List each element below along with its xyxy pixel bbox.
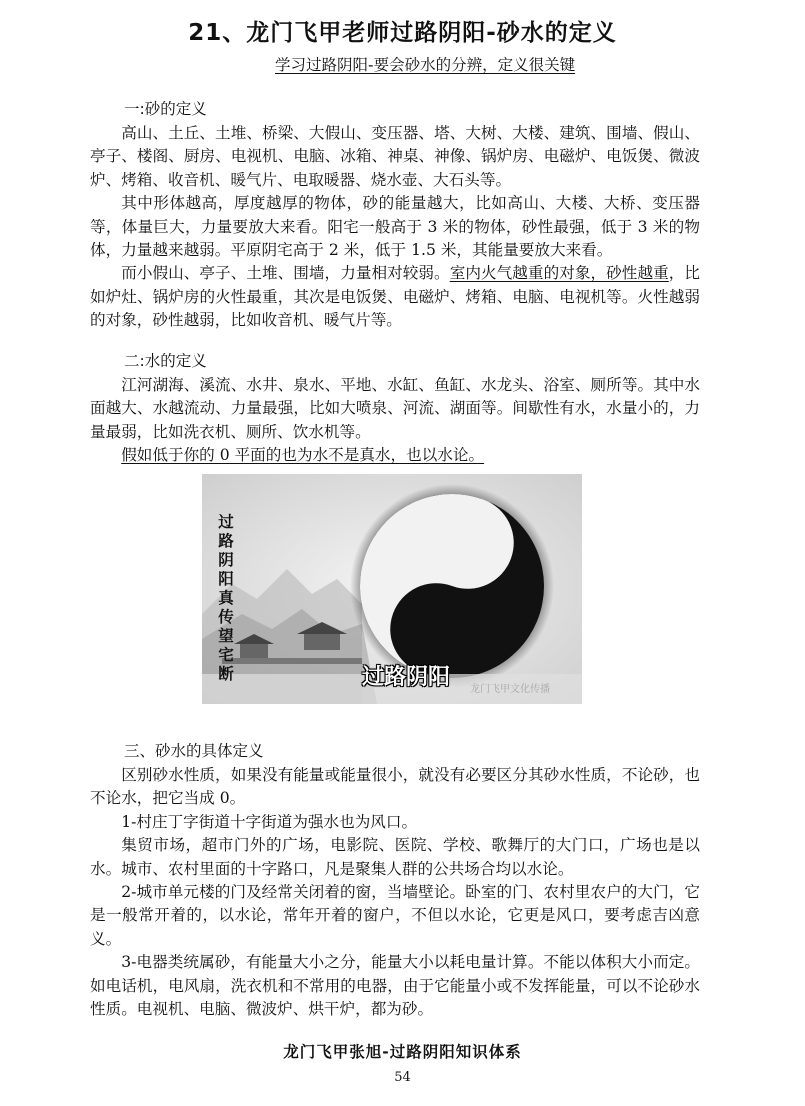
vertical-char: 断 <box>218 664 234 683</box>
vertical-char: 宅 <box>218 645 234 664</box>
section-heading: 二:水的定义 <box>124 352 207 370</box>
section-sand-water-specifics <box>90 738 700 1021</box>
yin-yang-illustration <box>202 474 582 704</box>
text-run: 而小假山、亭子、土堆、围墙，力量相对较弱。 <box>121 264 450 283</box>
paragraph: 区别砂水性质，如果没有能量或能量很小，就没有必要区分其砂水性质，不论砂，也不论水，把它当成 0。 <box>90 766 700 808</box>
paragraph: 2-城市单元楼的门及经常关闭着的窗，当墙壁论。卧室的门、农村里农户的大门，它是一般常开着的，以水论，常年开着的窗户，不但以水论，它更是风口，要考虑吉凶意义。 <box>90 883 700 948</box>
paragraph: 高山、土丘、土堆、桥梁、大假山、变压器、塔、大树、大楼、建筑、围墙、假山、亭子、楼阁、厨房、电视机、电脑、冰箱、神桌、神像、锅炉房、电磁炉、电饭煲、微波炉、烤箱、收音机、暖气片、电取暖器、烧水壶、大石头等。 <box>90 124 700 189</box>
paragraph: 1-村庄丁字街道十字街道为强水也为风口。 <box>121 812 418 831</box>
vertical-char: 阴 <box>218 550 234 569</box>
page-subtitle: 学习过路阴阳-要会砂水的分辨，定义很关键 <box>275 56 576 74</box>
section-sand-definition <box>90 96 700 333</box>
section-water-definition <box>90 348 700 468</box>
paragraph: 3-电器类统属砂，有能量大小之分，能量大小以耗电量计算。不能以体积大小而定。如电话机，电风扇，洗衣机和不常用的电器，由于它能量小或不发挥能量，可以不论砂水性质。电视机、电脑、微波炉、烘干炉，都为砂。 <box>90 953 700 1019</box>
vertical-char: 路 <box>218 531 234 550</box>
page-number: 54 <box>394 1070 411 1085</box>
underlined-text: 室内火气越重的对象，砂性越重 <box>449 264 669 283</box>
vertical-char: 望 <box>218 626 234 645</box>
vertical-char: 阳 <box>218 569 234 588</box>
vertical-char: 真 <box>218 588 234 607</box>
underlined-text: 假如低于你的 0 平面的也为水不是真水，也以水论。 <box>121 446 485 465</box>
vertical-caption <box>216 512 236 683</box>
text-run: ，比如炉灶、锅炉房的火性最重，其次是电饭煲、电磁炉、烤箱、电脑、电视机等。火性越弱的对象，砂性越弱，比如收音机、暖气片等。 <box>90 264 700 330</box>
vertical-char: 过 <box>218 512 234 531</box>
vertical-char: 传 <box>218 607 234 626</box>
figure-caption: 过路阴阳 <box>362 664 451 690</box>
section-heading: 一:砂的定义 <box>124 100 207 118</box>
page-title: 21、龙门飞甲老师过路阴阳-砂水的定义 <box>188 20 617 46</box>
paragraph <box>90 444 700 467</box>
watermark: 龙门飞甲文化传播 <box>470 684 550 695</box>
paragraph: 其中形体越高，厚度越厚的物体，砂的能量越大，比如高山、大楼、大桥、变压器等，体量巨大，力量要放大来看。阳宅一般高于 3 米的物体，砂性最强，低于 3 米的物体，力量越来越弱。平原阴宅高于 2 米，低于 1.5 米，其能量要放大来看。 <box>90 194 700 260</box>
paragraph: 集贸市场，超市门外的广场，电影院、医院、学校、歌舞厅的大门口，广场也是以水。城市、农村里面的十字路口，凡是聚集人群的公共场合均以水论。 <box>90 836 700 878</box>
page-footer: 龙门飞甲张旭-过路阴阳知识体系 <box>283 1043 522 1061</box>
paragraph: 江河湖海、溪流、水井、泉水、平地、水缸、鱼缸、水龙头、浴室、厕所等。其中水面越大、水越流动、力量最强，比如大喷泉、河流、湖面等。间歇性有水，水量小的，力量最弱，比如洗衣机、厕所、饮水机等。 <box>90 376 700 441</box>
paragraph <box>90 262 700 332</box>
section-heading: 三、砂水的具体定义 <box>124 742 264 760</box>
